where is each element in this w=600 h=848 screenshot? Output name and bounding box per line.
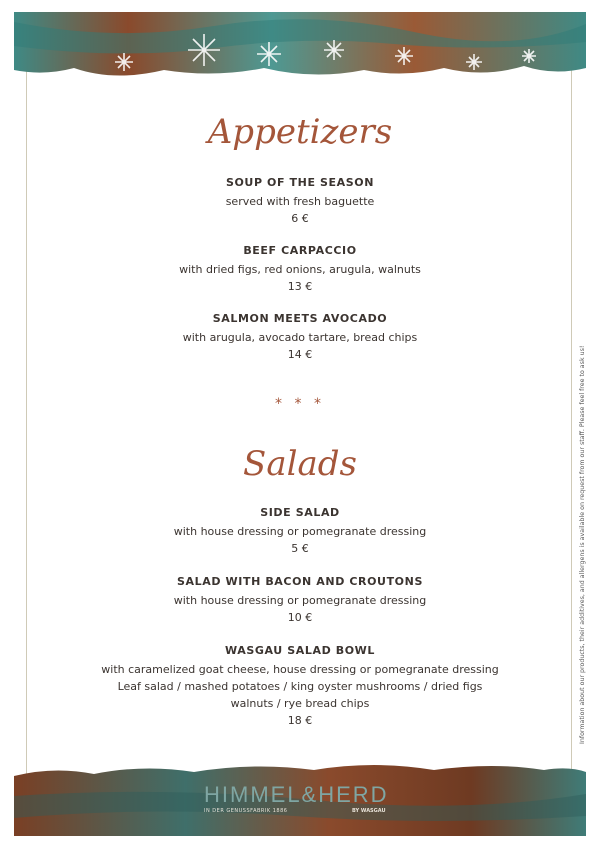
menu-item (0, 575, 600, 626)
brand-logo (204, 782, 404, 816)
item-name: WASGAU SALAD BOWL (224, 644, 376, 657)
item-description: with arugula, avocado tartare, bread chips (182, 331, 418, 344)
menu-item (0, 312, 600, 363)
menu-item (0, 644, 600, 729)
item-name: SALAD WITH BACON AND CROUTONS (177, 575, 423, 588)
salads-title: Salads (243, 444, 357, 484)
item-price: 13 € (287, 280, 313, 293)
logo-text: HIMMEL&HERD (204, 782, 389, 807)
menu-item (0, 244, 600, 295)
item-name: SIDE SALAD (260, 506, 340, 519)
item-description: with house dressing or pomegranate dressing (173, 594, 427, 607)
item-price: 18 € (287, 714, 313, 727)
item-description: with dried figs, red onions, arugula, walnuts (179, 263, 421, 276)
item-price: 5 € (291, 542, 309, 555)
section-divider: * * * (275, 396, 325, 412)
top-decorative-band (14, 12, 586, 84)
item-description: walnuts / rye bread chips (230, 697, 370, 710)
item-description: Leaf salad / mashed potatoes / king oyster mushrooms / dried figs (117, 680, 483, 693)
item-price: 14 € (287, 348, 313, 361)
logo-byline: BY WASGAU (352, 808, 386, 814)
item-description: with caramelized goat cheese, house dressing or pomegranate dressing (101, 663, 499, 676)
allergen-note: Information about our products, their additives, and allergens is available on request from our staff. Please feel free to ask us! (579, 345, 586, 744)
menu-item (0, 176, 600, 227)
item-name: SOUP OF THE SEASON (225, 176, 375, 189)
logo-subtitle: IN DER GENUSSFABRIK 1886 (204, 808, 288, 814)
item-price: 10 € (287, 611, 313, 624)
item-name: SALMON MEETS AVOCADO (212, 312, 388, 325)
item-description: served with fresh baguette (225, 195, 375, 208)
appetizers-title: Appetizers (207, 112, 393, 152)
menu-item (0, 506, 600, 557)
item-price: 6 € (291, 212, 309, 225)
item-description: with house dressing or pomegranate dressing (173, 525, 427, 538)
item-name: BEEF CARPACCIO (243, 244, 357, 257)
